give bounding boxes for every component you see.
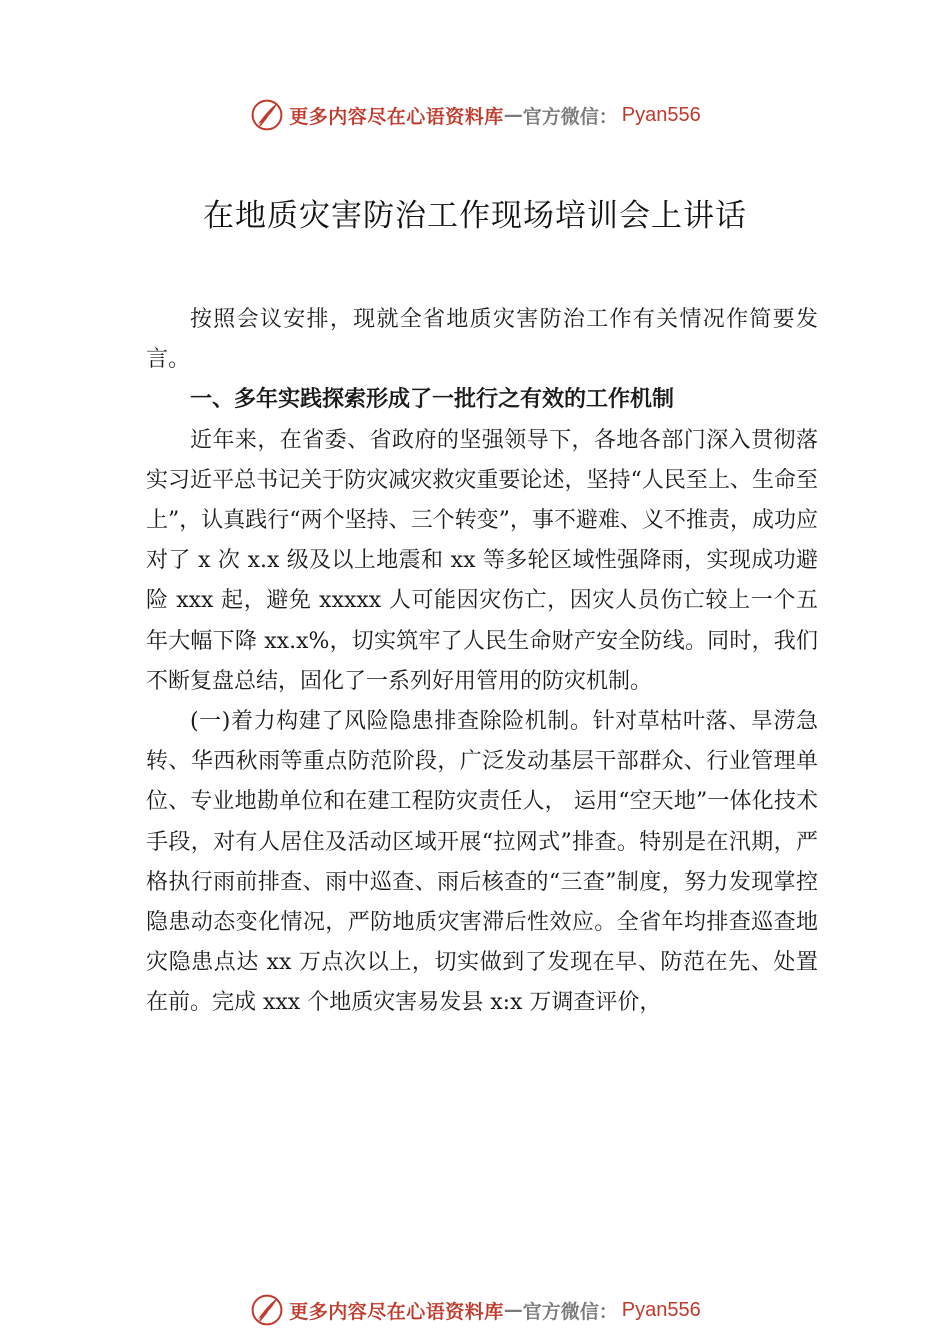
banner-main-text: 更多内容尽在心语资料库 [289, 1300, 504, 1323]
banner-main-text: 更多内容尽在心语资料库 [289, 105, 504, 128]
banner-label: 官方微信： [522, 105, 618, 128]
banner-wechat-id: Pyan556 [621, 103, 701, 126]
intro-paragraph: 按照会议安排，现就全省地质灾害防治工作有关情况作简要发言。 [146, 307, 818, 373]
document-body [146, 300, 818, 1024]
section-heading: 一、多年实践探索形成了一批行之有效的工作机制 [190, 387, 675, 413]
feather-pen-logo-icon [249, 97, 285, 133]
header-banner [0, 95, 950, 135]
banner-wechat-id: Pyan556 [621, 1298, 701, 1321]
feather-pen-logo-icon [249, 1292, 285, 1328]
banner-label: 官方微信： [522, 1300, 618, 1323]
banner-dash: — [503, 1299, 523, 1321]
document-title: 在地质灾害防治工作现场培训会上讲话 [203, 198, 747, 234]
footer-banner [0, 1290, 950, 1330]
banner-dash: — [503, 104, 523, 126]
body-paragraph: (一)着力构建了风险隐患排查除险机制。针对草枯叶落、旱涝急转、华西秋雨等重点防范阶段，广泛发动基层干部群众、行业管理单位、专业地勘单位和在建工程防灾责任人， 运用“空天地”一体化技术手段，对有人居住及活动区域开展“拉网式”排查。特别是在汛期，严格执行雨前排查、雨中巡查、雨后核查的“三查”制度，努力发现掌控隐患动态变化情况，严防地质灾害滞后性效应。全省年均排查巡查地灾隐患点达 xx 万点次以上，切实做到了发现在早、防范在先、处置在前。完成 xxx 个地质灾害易发县 x:x 万调查评价， [146, 709, 818, 1016]
body-paragraph: 近年来，在省委、省政府的坚强领导下，各地各部门深入贯彻落实习近平总书记关于防灾减灾救灾重要论述，坚持“人民至上、生命至上”，认真践行“两个坚持、三个转变”，事不避难、义不推责，成功应对了 x 次 x.x 级及以上地震和 xx 等多轮区域性强降雨，实现成功避险 xxx 起，避免 xxxxx 人可能因灾伤亡，因灾人员伤亡较上一个五年大幅下降 xx.x%，切实筑牢了人民生命财产安全防线。同时，我们不断复盘总结，固化了一系列好用管用的防灾机制。 [146, 427, 818, 694]
